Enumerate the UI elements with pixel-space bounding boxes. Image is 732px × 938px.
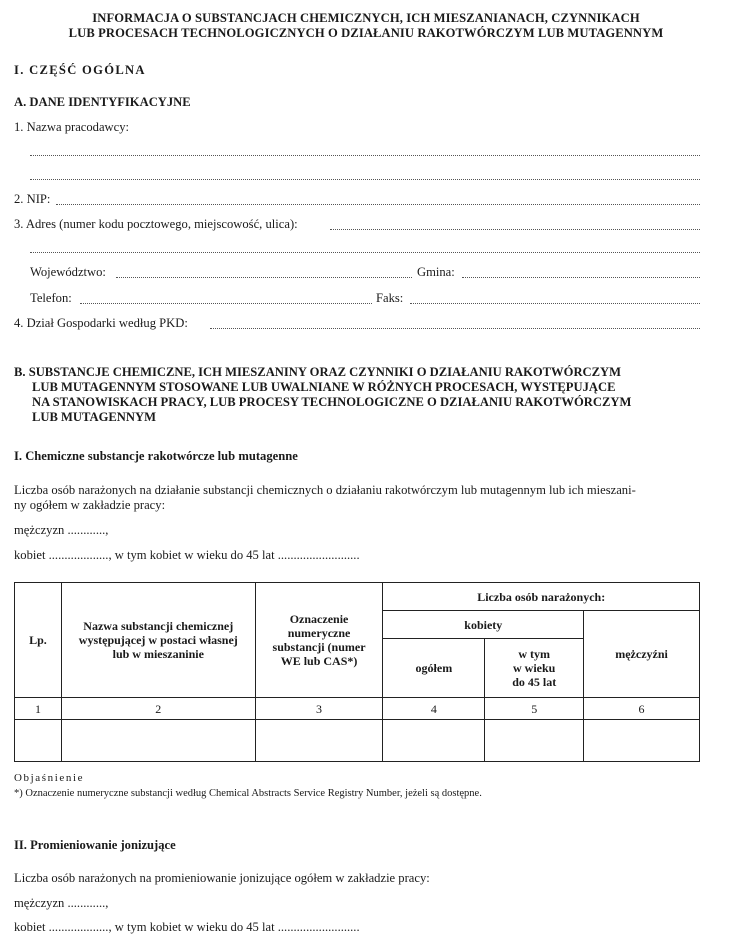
women-under-45-header: [485, 639, 584, 698]
col-substance-name-header: Nazwa substancji chemicznej występującej w postaci własnej lub w mieszaninie: [61, 583, 255, 698]
title-line-1: INFORMACJA O SUBSTANCJACH CHEMICZNYCH, ICH MIESZANIANACH, CZYNNIKACH: [92, 11, 640, 25]
document-title: [0, 11, 732, 41]
nip-label: 2. NIP:: [14, 192, 51, 206]
fax-label: Faks:: [376, 291, 404, 305]
table-cell-women-under-45[interactable]: [485, 720, 584, 762]
voivodeship-label: Województwo:: [30, 265, 106, 279]
address-label: 3. Adres (numer kodu pocztowego, miejscowość, ulica):: [14, 217, 298, 231]
nip-field[interactable]: [56, 203, 700, 205]
col-numeric-id-line-3: substancji (numer: [272, 640, 366, 654]
col-lp-header: Lp.: [15, 583, 62, 698]
table-cell-lp[interactable]: [15, 720, 62, 762]
voivodeship-field[interactable]: [116, 276, 412, 278]
exposed-persons-header: Liczba osób narażonych:: [383, 583, 700, 611]
section-b-heading: [14, 365, 700, 425]
title-line-2: LUB PROCESACH TECHNOLOGICZNYCH O DZIAŁANIU RAKOTWÓRCZYM LUB MUTAGENNYM: [68, 26, 664, 40]
phone-label: Telefon:: [30, 291, 72, 305]
table-cell-substance-name[interactable]: [61, 720, 255, 762]
col-number: 5: [485, 698, 584, 720]
under-45-line-1: w tym: [518, 647, 551, 661]
chemical-intro-line-1: Liczba osób narażonych na działanie substancji chemicznych o działaniu rakotwórczym lub mutagennym lub ich mieszani-: [14, 483, 636, 497]
col-number: 6: [584, 698, 700, 720]
footnote-heading: Objaśnienie: [14, 772, 85, 784]
pkd-field[interactable]: [210, 327, 700, 329]
table-cell-men[interactable]: [584, 720, 700, 762]
radiation-women-count[interactable]: kobiet ..................., w tym kobiet w wieku do 45 lat ..........................: [14, 920, 360, 934]
radiation-intro: Liczba osób narażonych na promieniowanie jonizujące ogółem w zakładzie pracy:: [14, 871, 430, 885]
chemical-intro-line-2: ny ogółem w zakładzie pracy:: [14, 498, 166, 512]
section-a-heading: A. DANE IDENTYFIKACYJNE: [14, 95, 191, 109]
employer-name-label: 1. Nazwa pracodawcy:: [14, 120, 130, 134]
commune-field[interactable]: [462, 276, 700, 278]
section-b-line-4: LUB MUTAGENNYM: [32, 410, 156, 424]
women-total-header: ogółem: [383, 639, 485, 698]
substances-table: [14, 582, 700, 762]
chemical-heading: I. Chemiczne substancje rakotwórcze lub mutagenne: [14, 449, 298, 463]
men-header: mężczyźni: [584, 611, 700, 698]
employer-name-field-2[interactable]: [30, 178, 700, 180]
commune-label: Gmina:: [417, 265, 455, 279]
section-b-line-2: LUB MUTAGENNYM STOSOWANE LUB UWALNIANE W RÓŻNYCH PROCESACH, WYSTĘPUJĄCE: [32, 380, 616, 394]
section-b-line-3: NA STANOWISKACH PRACY, LUB PROCESY TECHNOLOGICZNE O DZIAŁANIU RAKOTWÓRCZYM: [32, 395, 632, 409]
part-heading: I. CZĘŚĆ OGÓLNA: [14, 63, 146, 77]
address-field-2[interactable]: [30, 251, 700, 253]
employer-name-field-1[interactable]: [30, 154, 700, 156]
chemical-women-count[interactable]: kobiet ..................., w tym kobiet w wieku do 45 lat ..........................: [14, 548, 360, 562]
col-number: 1: [15, 698, 62, 720]
table-cell-women-total[interactable]: [383, 720, 485, 762]
col-numeric-id-line-1: Oznaczenie: [289, 612, 349, 626]
under-45-line-3: do 45 lat: [512, 675, 557, 689]
pkd-label: 4. Dział Gospodarki według PKD:: [14, 316, 188, 330]
women-header: kobiety: [383, 611, 584, 639]
section-b-line-1: B. SUBSTANCJE CHEMICZNE, ICH MIESZANINY ORAZ CZYNNIKI O DZIAŁANIU RAKOTWÓRCZYM: [14, 365, 622, 379]
col-numeric-id-line-2: numeryczne: [287, 626, 351, 640]
under-45-line-2: w wieku: [513, 661, 556, 675]
table-cell-numeric-id[interactable]: [255, 720, 383, 762]
col-number: 4: [383, 698, 485, 720]
col-number: 2: [61, 698, 255, 720]
radiation-men-count[interactable]: mężczyzn ............,: [14, 896, 109, 910]
phone-field[interactable]: [80, 302, 372, 304]
col-numeric-id-line-4: WE lub CAS*): [280, 654, 358, 668]
fax-field[interactable]: [410, 302, 700, 304]
chemical-men-count[interactable]: mężczyzn ............,: [14, 523, 109, 537]
footnote-text: *) Oznaczenie numeryczne substancji według Chemical Abstracts Service Registry Number, jeżeli są dostępne.: [14, 788, 482, 799]
col-numeric-id-header: [255, 583, 383, 698]
col-number: 3: [255, 698, 383, 720]
radiation-heading: II. Promieniowanie jonizujące: [14, 838, 176, 852]
address-field-1[interactable]: [330, 228, 700, 230]
